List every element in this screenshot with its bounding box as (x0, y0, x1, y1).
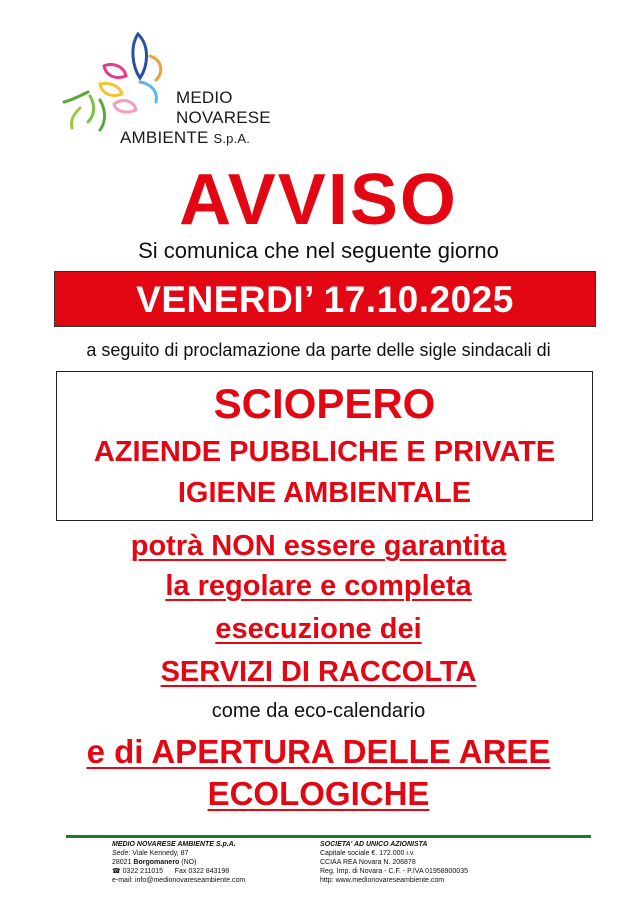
strike-title: SCIOPERO (213, 380, 436, 427)
body-line-2-wrap (0, 566, 637, 606)
footer-city: Borgomanero (133, 859, 180, 866)
footer-rea: CCIAA REA Novara N. 206878 (320, 859, 416, 866)
footer-divider (66, 835, 591, 838)
footer-prov: (NO) (179, 859, 197, 866)
calendar-line: come da eco-calendario (211, 700, 426, 722)
company-logo (60, 26, 271, 156)
date-text: VENERDI’ 17.10.2025 (136, 279, 514, 320)
body-line-6-wrap (0, 772, 637, 816)
body-line-1-wrap (0, 526, 637, 566)
footer-left (112, 840, 245, 885)
body-line-3: esecuzione dei (215, 613, 422, 645)
footer-sede-value: : Viale Kennedy, 87 (128, 850, 189, 857)
body-line-2: la regolare e completa (165, 570, 472, 602)
body-line-6: ECOLOGICHE (207, 775, 430, 812)
footer-capital: Capitale sociale €. 172.000 i.v. (320, 850, 415, 857)
body-line-5-wrap (0, 730, 637, 774)
logo-text-novarese: NOVARESE (176, 108, 271, 127)
footer-sede-label: Sede (112, 850, 129, 857)
footer-society: SOCIETA' AD UNICO AZIONISTA (320, 841, 428, 848)
footer-company: MEDIO NOVARESE AMBIENTE S.p.A. (112, 841, 236, 848)
logo-text-medio: MEDIO (176, 88, 233, 107)
footer-reg: Reg. Imp. di Novara - C.F. - P.IVA 01958900035 (320, 868, 468, 875)
body-line-1: potrà NON essere garantita (130, 530, 507, 562)
date-banner (54, 271, 596, 327)
footer-phone: ☎ 0322 211015 (112, 868, 164, 875)
footer-right (320, 840, 468, 885)
body-line-5: e di APERTURA DELLE AREE (86, 733, 551, 770)
notice-title: AVVISO (179, 160, 458, 240)
logo-text-spa: S.p.A. (213, 131, 251, 146)
body-line-4-wrap (0, 652, 637, 692)
footer-email[interactable]: e-mail: info@medionovareseambiente.com (112, 877, 246, 884)
strike-box (56, 371, 593, 521)
footer-fax: Fax 0322 843198 (174, 868, 230, 875)
notice-intro: Si comunica che nel seguente giorno (138, 238, 499, 263)
logo-text-ambiente (120, 128, 250, 149)
strike-line-1: AZIENDE PUBBLICHE E PRIVATE (93, 436, 556, 468)
footer-cap: 28021 (112, 859, 134, 866)
body-line-3-wrap (0, 609, 637, 649)
notice-subtitle: a seguito di proclamazione da parte delle sigle sindacali di (86, 340, 551, 360)
logo-text-ambiente-word: AMBIENTE (120, 128, 209, 147)
body-line-4: SERVIZI DI RACCOLTA (160, 656, 477, 688)
strike-line-2: IGIENE AMBIENTALE (177, 477, 472, 509)
footer-web[interactable]: http: www.medionovareseambiente.com (320, 877, 445, 884)
